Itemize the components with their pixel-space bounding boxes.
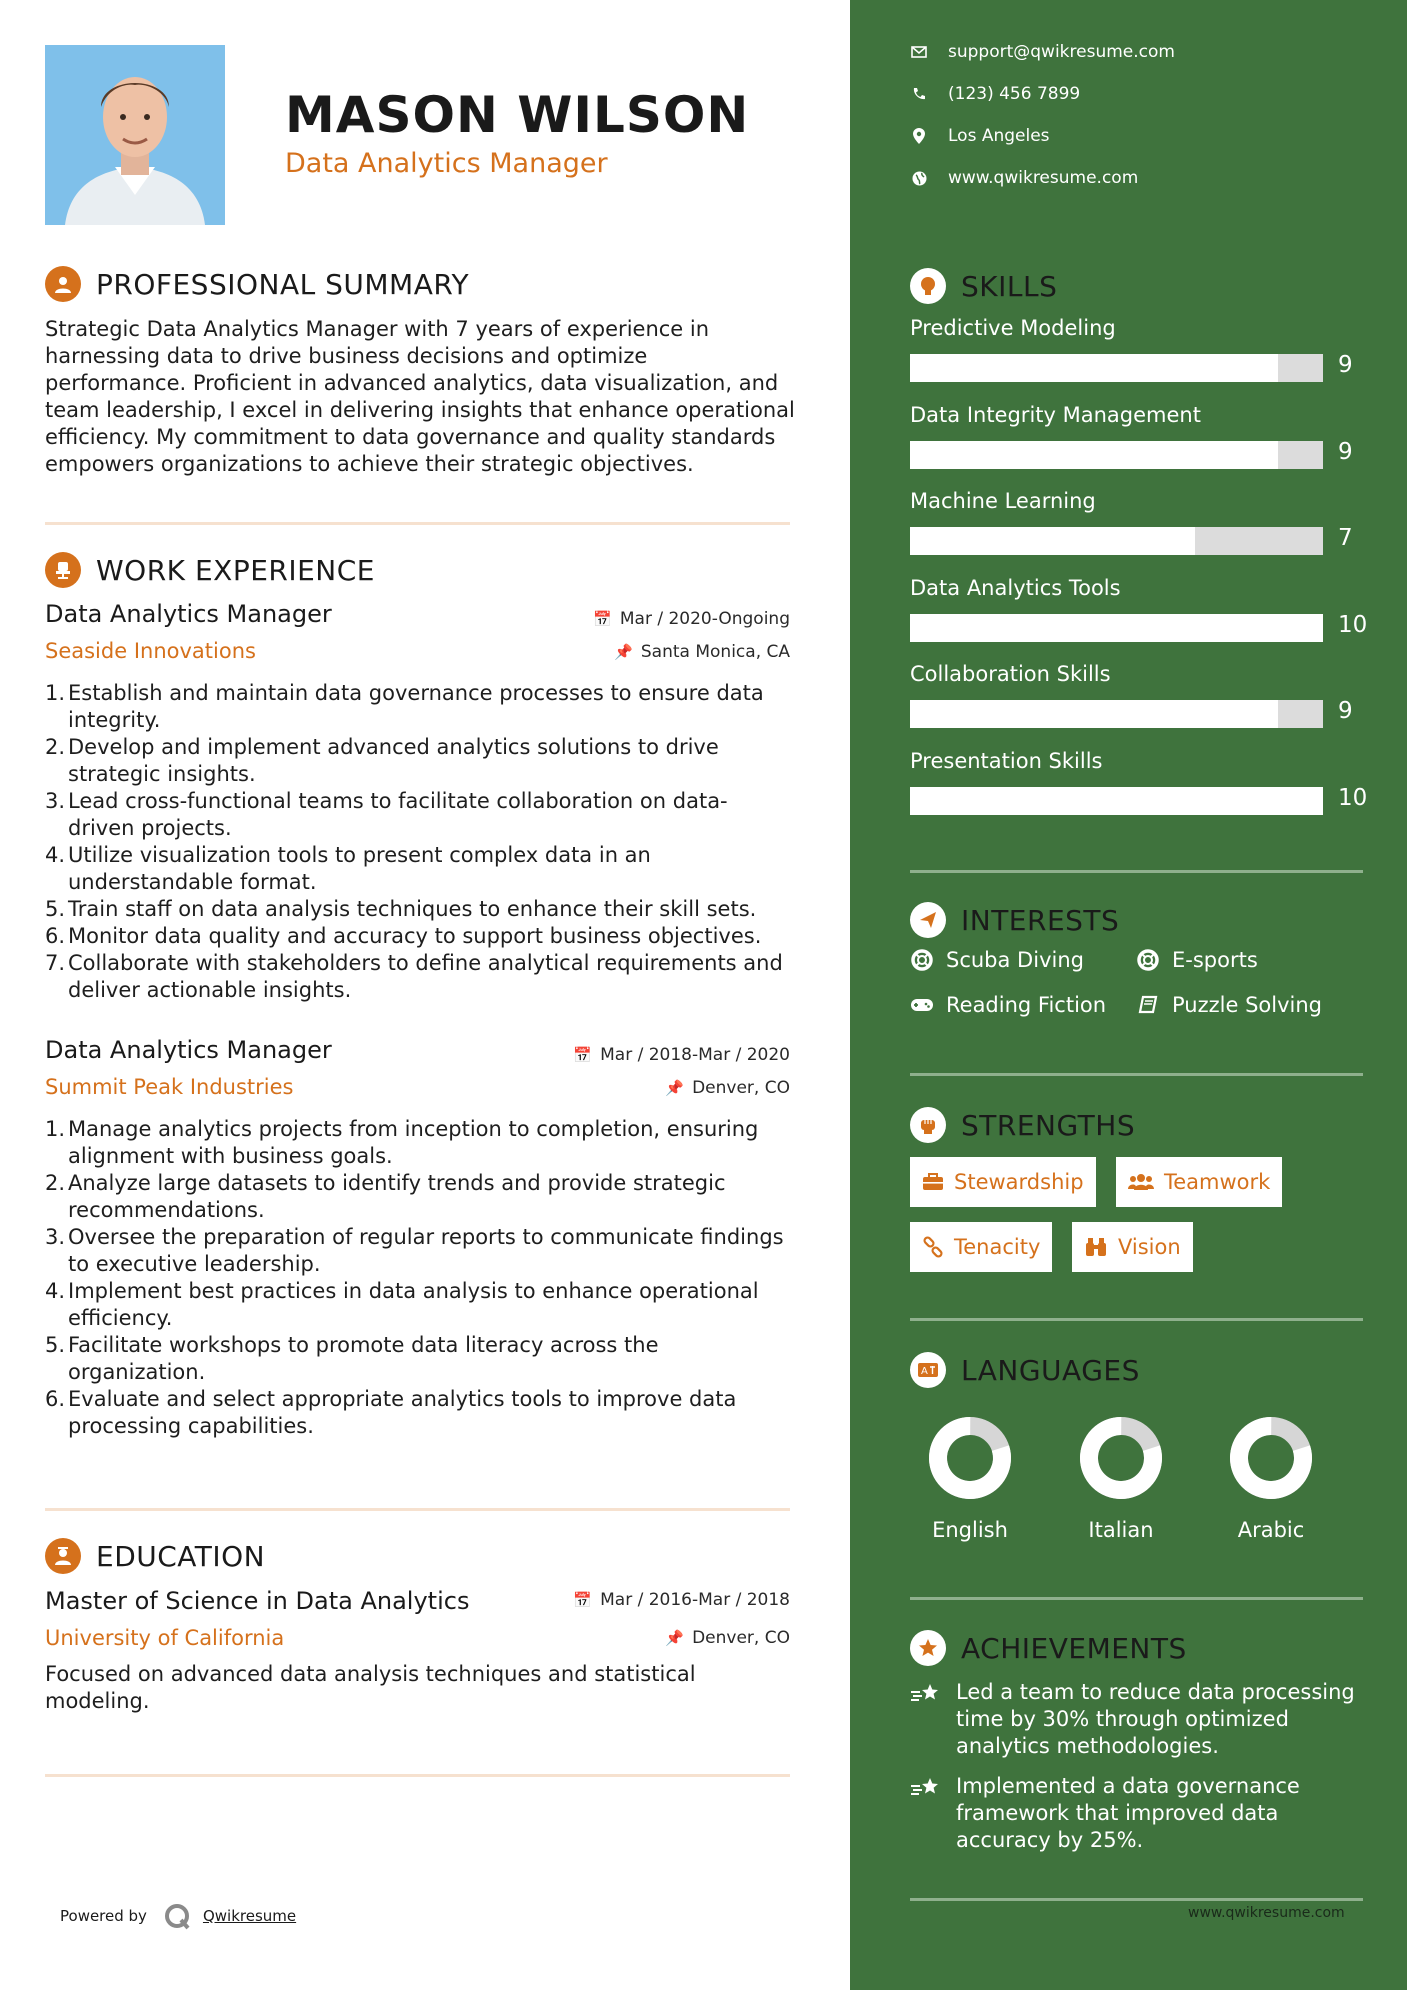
summary-line: empowers organizations to achieve their strategic objectives. bbox=[45, 452, 694, 476]
strength-label: Teamwork bbox=[1164, 1170, 1271, 1194]
duty-item bbox=[64, 1332, 814, 1386]
skill-bar bbox=[910, 700, 1323, 728]
skill-level: 7 bbox=[1338, 525, 1353, 551]
experience-heading bbox=[45, 552, 375, 588]
section-divider bbox=[910, 1597, 1363, 1600]
strengths-heading bbox=[910, 1107, 1135, 1143]
achievement-line: analytics methodologies. bbox=[956, 1734, 1219, 1758]
education-dates-text: Mar / 2016-Mar / 2018 bbox=[600, 1590, 790, 1610]
map-marker-icon bbox=[910, 128, 928, 144]
brand-link[interactable]: Qwikresume bbox=[202, 1907, 297, 1925]
skill-bar bbox=[910, 614, 1323, 642]
contact-location bbox=[910, 126, 1050, 146]
interest-item bbox=[910, 993, 1106, 1017]
interest-item bbox=[1136, 948, 1258, 972]
summary-text bbox=[45, 316, 795, 478]
job-dates bbox=[593, 609, 790, 629]
achievement-text bbox=[956, 1679, 1355, 1760]
globe-icon bbox=[910, 171, 928, 186]
experience-title: WORK EXPERIENCE bbox=[96, 553, 375, 587]
section-divider bbox=[910, 1318, 1363, 1321]
achievement-line: accuracy by 25%. bbox=[956, 1828, 1144, 1852]
duty-item bbox=[64, 1170, 814, 1224]
job-location bbox=[665, 1078, 790, 1098]
contact-website-text[interactable]: www.qwikresume.com bbox=[948, 168, 1139, 188]
skill-level: 10 bbox=[1338, 784, 1368, 811]
skill-name: Collaboration Skills bbox=[910, 662, 1111, 686]
language-donut bbox=[1071, 1408, 1171, 1508]
education-location-text: Denver, CO bbox=[692, 1628, 790, 1648]
section-divider bbox=[910, 1898, 1363, 1901]
summary-line: performance. Proficient in advanced analytics, data visualization, and bbox=[45, 371, 779, 395]
achievement-item bbox=[910, 1679, 1355, 1760]
skill-name: Data Integrity Management bbox=[910, 402, 1201, 427]
language-name: Italian bbox=[1088, 1518, 1154, 1542]
strength-label: Tenacity bbox=[954, 1235, 1041, 1259]
interest-item bbox=[910, 948, 1084, 972]
languages-title: LANGUAGES bbox=[961, 1353, 1140, 1387]
duty-line: Lead cross-functional teams to facilitate collaboration on data- bbox=[68, 789, 728, 813]
contact-website bbox=[910, 168, 1138, 188]
education-heading bbox=[45, 1538, 265, 1574]
duty-line: efficiency. bbox=[68, 1306, 173, 1330]
strength-chip bbox=[1072, 1222, 1193, 1272]
education-dates bbox=[573, 1590, 790, 1610]
summary-title: PROFESSIONAL SUMMARY bbox=[96, 267, 470, 301]
chair-icon bbox=[45, 552, 81, 588]
interests-heading bbox=[910, 902, 1119, 938]
person-photo-icon bbox=[45, 45, 225, 225]
duty-line: Establish and maintain data governance processes to ensure data bbox=[68, 681, 764, 705]
powered-by bbox=[60, 1902, 296, 1930]
summary-heading bbox=[45, 266, 469, 302]
job-company: Summit Peak Industries bbox=[45, 1075, 294, 1099]
calendar-icon: 📅 bbox=[573, 1046, 593, 1064]
skill-name: Data Analytics Tools bbox=[910, 575, 1121, 600]
binoculars-icon bbox=[1084, 1237, 1108, 1257]
language-name: English bbox=[932, 1518, 1008, 1542]
duty-line: organization. bbox=[68, 1360, 206, 1384]
section-divider bbox=[45, 1774, 790, 1777]
skill-bar-fill bbox=[910, 527, 1195, 555]
achievement-line: time by 30% through optimized bbox=[956, 1707, 1289, 1731]
degree-title: Master of Science in Data Analytics bbox=[45, 1587, 470, 1615]
strength-chip bbox=[1116, 1157, 1282, 1207]
skill-name: Machine Learning bbox=[910, 489, 1096, 513]
footer-site[interactable]: www.qwikresume.com bbox=[1188, 1905, 1345, 1921]
education-description bbox=[45, 1661, 696, 1715]
duty-line: understandable format. bbox=[68, 870, 317, 894]
svg-text:A: A bbox=[921, 1366, 928, 1377]
interest-label: Scuba Diving bbox=[946, 948, 1084, 972]
duty-item bbox=[64, 842, 814, 896]
job-dates bbox=[573, 1045, 790, 1065]
language-donut bbox=[1221, 1408, 1321, 1508]
achievement-line: Implemented a data governance bbox=[956, 1774, 1300, 1798]
job-dates-text: Mar / 2020-Ongoing bbox=[619, 609, 790, 629]
skill-level: 9 bbox=[1338, 352, 1353, 378]
achievements-title: ACHIEVEMENTS bbox=[961, 1631, 1187, 1665]
summary-line: harnessing data to drive business decisions and optimize bbox=[45, 344, 648, 368]
duty-line: recommendations. bbox=[68, 1198, 265, 1222]
strength-chip bbox=[910, 1157, 1096, 1207]
qwikresume-logo-icon bbox=[163, 1902, 191, 1930]
education-title: EDUCATION bbox=[96, 1539, 266, 1573]
pin-icon: 📌 bbox=[665, 1079, 685, 1097]
users-icon bbox=[1128, 1173, 1154, 1191]
duty-line: integrity. bbox=[68, 708, 161, 732]
duty-item bbox=[64, 1278, 814, 1332]
achievement-line: framework that improved data bbox=[956, 1801, 1279, 1825]
skill-bar bbox=[910, 441, 1323, 469]
duty-line: Train staff on data analysis techniques to enhance their skill sets. bbox=[68, 897, 757, 921]
duty-item bbox=[64, 680, 814, 734]
strength-chip bbox=[910, 1222, 1052, 1272]
candidate-title: Data Analytics Manager bbox=[285, 148, 608, 179]
job-duties bbox=[45, 1116, 814, 1440]
duty-line: Analyze large datasets to identify trends and provide strategic bbox=[68, 1171, 726, 1195]
lightbulb-icon bbox=[910, 268, 946, 304]
contact-location-text: Los Angeles bbox=[948, 126, 1050, 146]
language-donut bbox=[920, 1408, 1020, 1508]
duty-item bbox=[64, 896, 814, 923]
duty-item bbox=[64, 950, 814, 1004]
education-line: modeling. bbox=[45, 1689, 150, 1713]
calendar-icon: 📅 bbox=[593, 610, 612, 628]
skills-heading bbox=[910, 268, 1057, 304]
contact-phone bbox=[910, 84, 1080, 104]
duty-line: strategic insights. bbox=[68, 762, 256, 786]
calendar-icon: 📅 bbox=[573, 1591, 593, 1609]
section-divider bbox=[45, 1508, 790, 1511]
shooting-star-icon bbox=[910, 1679, 942, 1713]
interest-label: Reading Fiction bbox=[946, 993, 1107, 1017]
user-icon bbox=[45, 266, 81, 302]
skill-bar-fill bbox=[910, 787, 1323, 815]
duty-line: alignment with business goals. bbox=[68, 1144, 393, 1168]
contact-email-text[interactable]: support@qwikresume.com bbox=[948, 42, 1175, 62]
interest-label: E-sports bbox=[1172, 948, 1258, 972]
duty-line: Collaborate with stakeholders to define analytical requirements and bbox=[68, 951, 783, 975]
duty-item bbox=[64, 1386, 814, 1440]
lifebuoy-icon bbox=[1136, 949, 1160, 971]
pin-icon: 📌 bbox=[614, 643, 633, 661]
job-location-text: Denver, CO bbox=[692, 1078, 790, 1098]
duty-item bbox=[64, 734, 814, 788]
briefcase-icon bbox=[922, 1173, 944, 1191]
summary-line: team leadership, I excel in delivering insights that enhance operational bbox=[45, 398, 795, 422]
star-badge-icon bbox=[910, 1630, 946, 1666]
achievement-line: Led a team to reduce data processing bbox=[956, 1680, 1355, 1704]
duty-item bbox=[64, 1116, 814, 1170]
candidate-name: MASON WILSON bbox=[285, 86, 750, 144]
duty-item bbox=[64, 788, 814, 842]
skill-name: Presentation Skills bbox=[910, 748, 1103, 773]
contact-phone-text: (123) 456 7899 bbox=[948, 84, 1081, 104]
interest-item bbox=[1136, 993, 1322, 1017]
fist-icon bbox=[910, 1107, 946, 1143]
job-location-text: Santa Monica, CA bbox=[640, 642, 790, 662]
paper-plane-icon bbox=[910, 902, 946, 938]
skill-level: 10 bbox=[1338, 611, 1368, 638]
job-dates-text: Mar / 2018-Mar / 2020 bbox=[600, 1045, 790, 1065]
duty-line: Monitor data quality and accuracy to support business objectives. bbox=[68, 924, 762, 948]
language-name: Arabic bbox=[1237, 1518, 1305, 1542]
duty-line: Develop and implement advanced analytics solutions to drive bbox=[68, 735, 719, 759]
duty-item bbox=[64, 1224, 814, 1278]
shooting-star-icon bbox=[910, 1773, 942, 1807]
skill-level: 9 bbox=[1338, 438, 1353, 465]
duty-line: to executive leadership. bbox=[68, 1252, 321, 1276]
duty-line: Facilitate workshops to promote data literacy across the bbox=[68, 1333, 659, 1357]
duty-line: Utilize visualization tools to present complex data in an bbox=[68, 843, 651, 867]
skill-bar-fill bbox=[910, 354, 1278, 382]
skill-bar bbox=[910, 527, 1323, 555]
job-duties bbox=[45, 680, 814, 1004]
graduate-icon bbox=[45, 1538, 81, 1574]
section-divider bbox=[910, 870, 1363, 873]
phone-icon bbox=[910, 87, 928, 101]
interests-title: INTERESTS bbox=[961, 903, 1120, 937]
lifebuoy-icon bbox=[910, 949, 934, 971]
job-location bbox=[614, 642, 790, 662]
education-line: Focused on advanced data analysis techniques and statistical bbox=[45, 1662, 696, 1686]
skill-bar-fill bbox=[910, 441, 1278, 469]
achievement-item bbox=[910, 1773, 1300, 1854]
language-icon bbox=[910, 1352, 946, 1388]
languages-heading bbox=[910, 1352, 1140, 1388]
section-divider bbox=[910, 1073, 1363, 1076]
achievements-heading bbox=[910, 1630, 1187, 1666]
job-title: Data Analytics Manager bbox=[45, 600, 332, 628]
duty-item bbox=[64, 923, 814, 950]
skill-name: Predictive Modeling bbox=[910, 316, 1116, 340]
interest-label: Puzzle Solving bbox=[1172, 993, 1322, 1017]
skill-bar-fill bbox=[910, 614, 1323, 642]
strength-label: Stewardship bbox=[954, 1170, 1084, 1194]
link-icon bbox=[922, 1236, 944, 1258]
gamepad-icon bbox=[910, 997, 934, 1013]
skill-bar bbox=[910, 787, 1323, 815]
skills-title: SKILLS bbox=[961, 269, 1058, 303]
skill-bar bbox=[910, 354, 1323, 382]
book-icon bbox=[1136, 995, 1160, 1015]
school-name: University of California bbox=[45, 1626, 285, 1650]
contact-email bbox=[910, 42, 1175, 62]
duty-line: processing capabilities. bbox=[68, 1414, 314, 1438]
summary-line: Strategic Data Analytics Manager with 7 years of experience in bbox=[45, 317, 710, 341]
education-location bbox=[665, 1628, 790, 1648]
duty-line: deliver actionable insights. bbox=[68, 978, 352, 1002]
duty-line: Manage analytics projects from inception to completion, ensuring bbox=[68, 1117, 759, 1141]
profile-photo bbox=[45, 45, 225, 225]
skill-level: 9 bbox=[1338, 698, 1353, 724]
pin-icon: 📌 bbox=[665, 1629, 685, 1647]
summary-line: efficiency. My commitment to data governance and quality standards bbox=[45, 425, 776, 449]
duty-line: Oversee the preparation of regular reports to communicate findings bbox=[68, 1225, 784, 1249]
strength-label: Vision bbox=[1118, 1235, 1181, 1259]
achievement-text bbox=[956, 1773, 1300, 1854]
job-title: Data Analytics Manager bbox=[45, 1036, 332, 1064]
powered-by-label: Powered by bbox=[60, 1907, 147, 1925]
section-divider bbox=[45, 522, 790, 525]
skill-bar-fill bbox=[910, 700, 1278, 728]
duty-line: Evaluate and select appropriate analytics tools to improve data bbox=[68, 1387, 737, 1411]
job-company: Seaside Innovations bbox=[45, 639, 256, 663]
duty-line: driven projects. bbox=[68, 816, 232, 840]
envelope-icon bbox=[910, 46, 928, 58]
strengths-title: STRENGTHS bbox=[961, 1108, 1136, 1142]
duty-line: Implement best practices in data analysis to enhance operational bbox=[68, 1279, 759, 1303]
